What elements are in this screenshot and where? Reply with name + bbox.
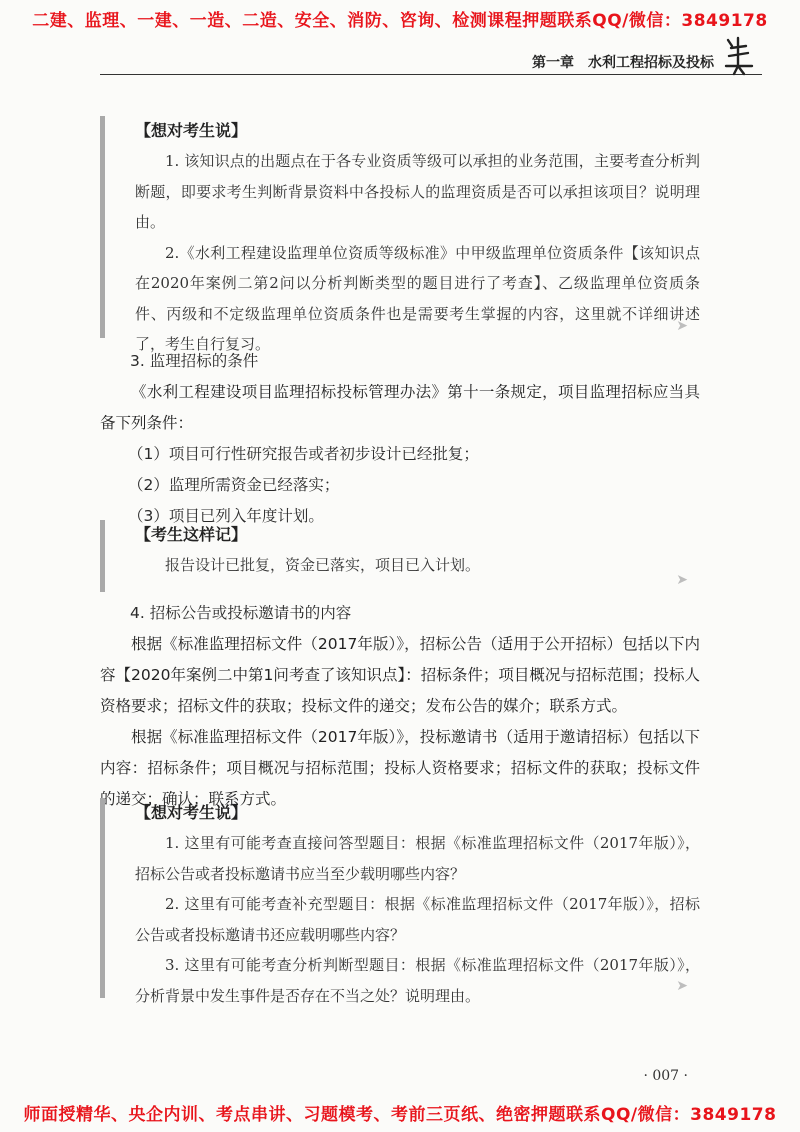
- section-3: [100, 346, 700, 532]
- tip-box-title: 【想对考生说】: [135, 803, 248, 822]
- page-header: [100, 44, 762, 75]
- book-logo-icon: [722, 36, 756, 76]
- section-paragraph: 根据《标准监理招标文件（2017年版）》，招标公告（适用于公开招标）包括以下内容【2020年案例二中第1问考查了该知识点】：招标条件；项目概况与招标范围；投标人资格要求；招标文件的获取；投标文件的递交；发布公告的媒介；联系方式。: [100, 635, 700, 715]
- corner-arrow-icon: ➤: [676, 572, 688, 588]
- corner-arrow-icon: ➤: [676, 978, 688, 994]
- tip-paragraph: 1. 这里有可能考查直接问答型题目：根据《标准监理招标文件（2017年版）》，招标公告或者投标邀请书应当至少载明哪些内容？: [135, 834, 700, 883]
- corner-arrow-icon: ➤: [676, 318, 688, 334]
- tip-paragraph: 3. 这里有可能考查分析判断型题目：根据《标准监理招标文件（2017年版）》，分析背景中发生事件是否存在不当之处？说明理由。: [135, 956, 700, 1005]
- tip-box-1: [100, 116, 700, 353]
- section-paragraph: 《水利工程建设项目监理招标投标管理办法》第十一条规定，项目监理招标应当具备下列条件：: [100, 383, 700, 432]
- tip-box-title: 【想对考生说】: [135, 121, 248, 140]
- list-item: （3）项目已列入年度计划。: [128, 507, 324, 525]
- tip-paragraph: 2. 这里有可能考查补充型题目：根据《标准监理招标文件（2017年版）》，招标公告或者投标邀请书还应载明哪些内容？: [135, 895, 700, 944]
- tip-box-3: [100, 798, 700, 1005]
- tip-box-2: [100, 520, 700, 592]
- tip-paragraph: 报告设计已批复，资金已落实，项目已入计划。: [165, 556, 481, 574]
- section-heading: 3. 监理招标的条件: [130, 352, 259, 370]
- promo-banner-top: 二建、监理、一建、一造、二造、安全、消防、咨询、检测课程押题联系QQ/微信：3849178: [32, 11, 768, 31]
- tip-paragraph: 2.《水利工程建设监理单位资质等级标准》中甲级监理单位资质条件【该知识点在2020年案例二第2问以分析判断类型的题目进行了考查】、乙级监理单位资质条件、丙级和不定级监理单位资质条件也是需要考生掌握的内容，这里就不详细讲述了，考生自行复习。: [135, 243, 700, 353]
- chapter-title: 第一章 水利工程招标及投标: [532, 55, 714, 71]
- section-paragraph: 根据《标准监理招标文件（2017年版）》，投标邀请书（适用于邀请招标）包括以下内容：招标条件；项目概况与招标范围；投标人资格要求；招标文件的获取；投标文件的递交；确认；联系方式。: [100, 728, 700, 808]
- section-heading: 4. 招标公告或投标邀请书的内容: [130, 604, 352, 622]
- tip-box-title: 【考生这样记】: [135, 525, 248, 544]
- promo-banner-bottom: 师面授精华、央企内训、考点串讲、习题模考、考前三页纸、绝密押题联系QQ/微信：3849178: [23, 1105, 777, 1125]
- list-item: （1）项目可行性研究报告或者初步设计已经批复；: [128, 445, 479, 463]
- section-4: [100, 598, 700, 815]
- list-item: （2）监理所需资金已经落实；: [128, 476, 340, 494]
- tip-paragraph: 1. 该知识点的出题点在于各专业资质等级可以承担的业务范围，主要考查分析判断题，即要求考生判断背景资料中各投标人的监理资质是否可以承担该项目？说明理由。: [135, 152, 700, 231]
- page-number: · 007 ·: [643, 1068, 688, 1084]
